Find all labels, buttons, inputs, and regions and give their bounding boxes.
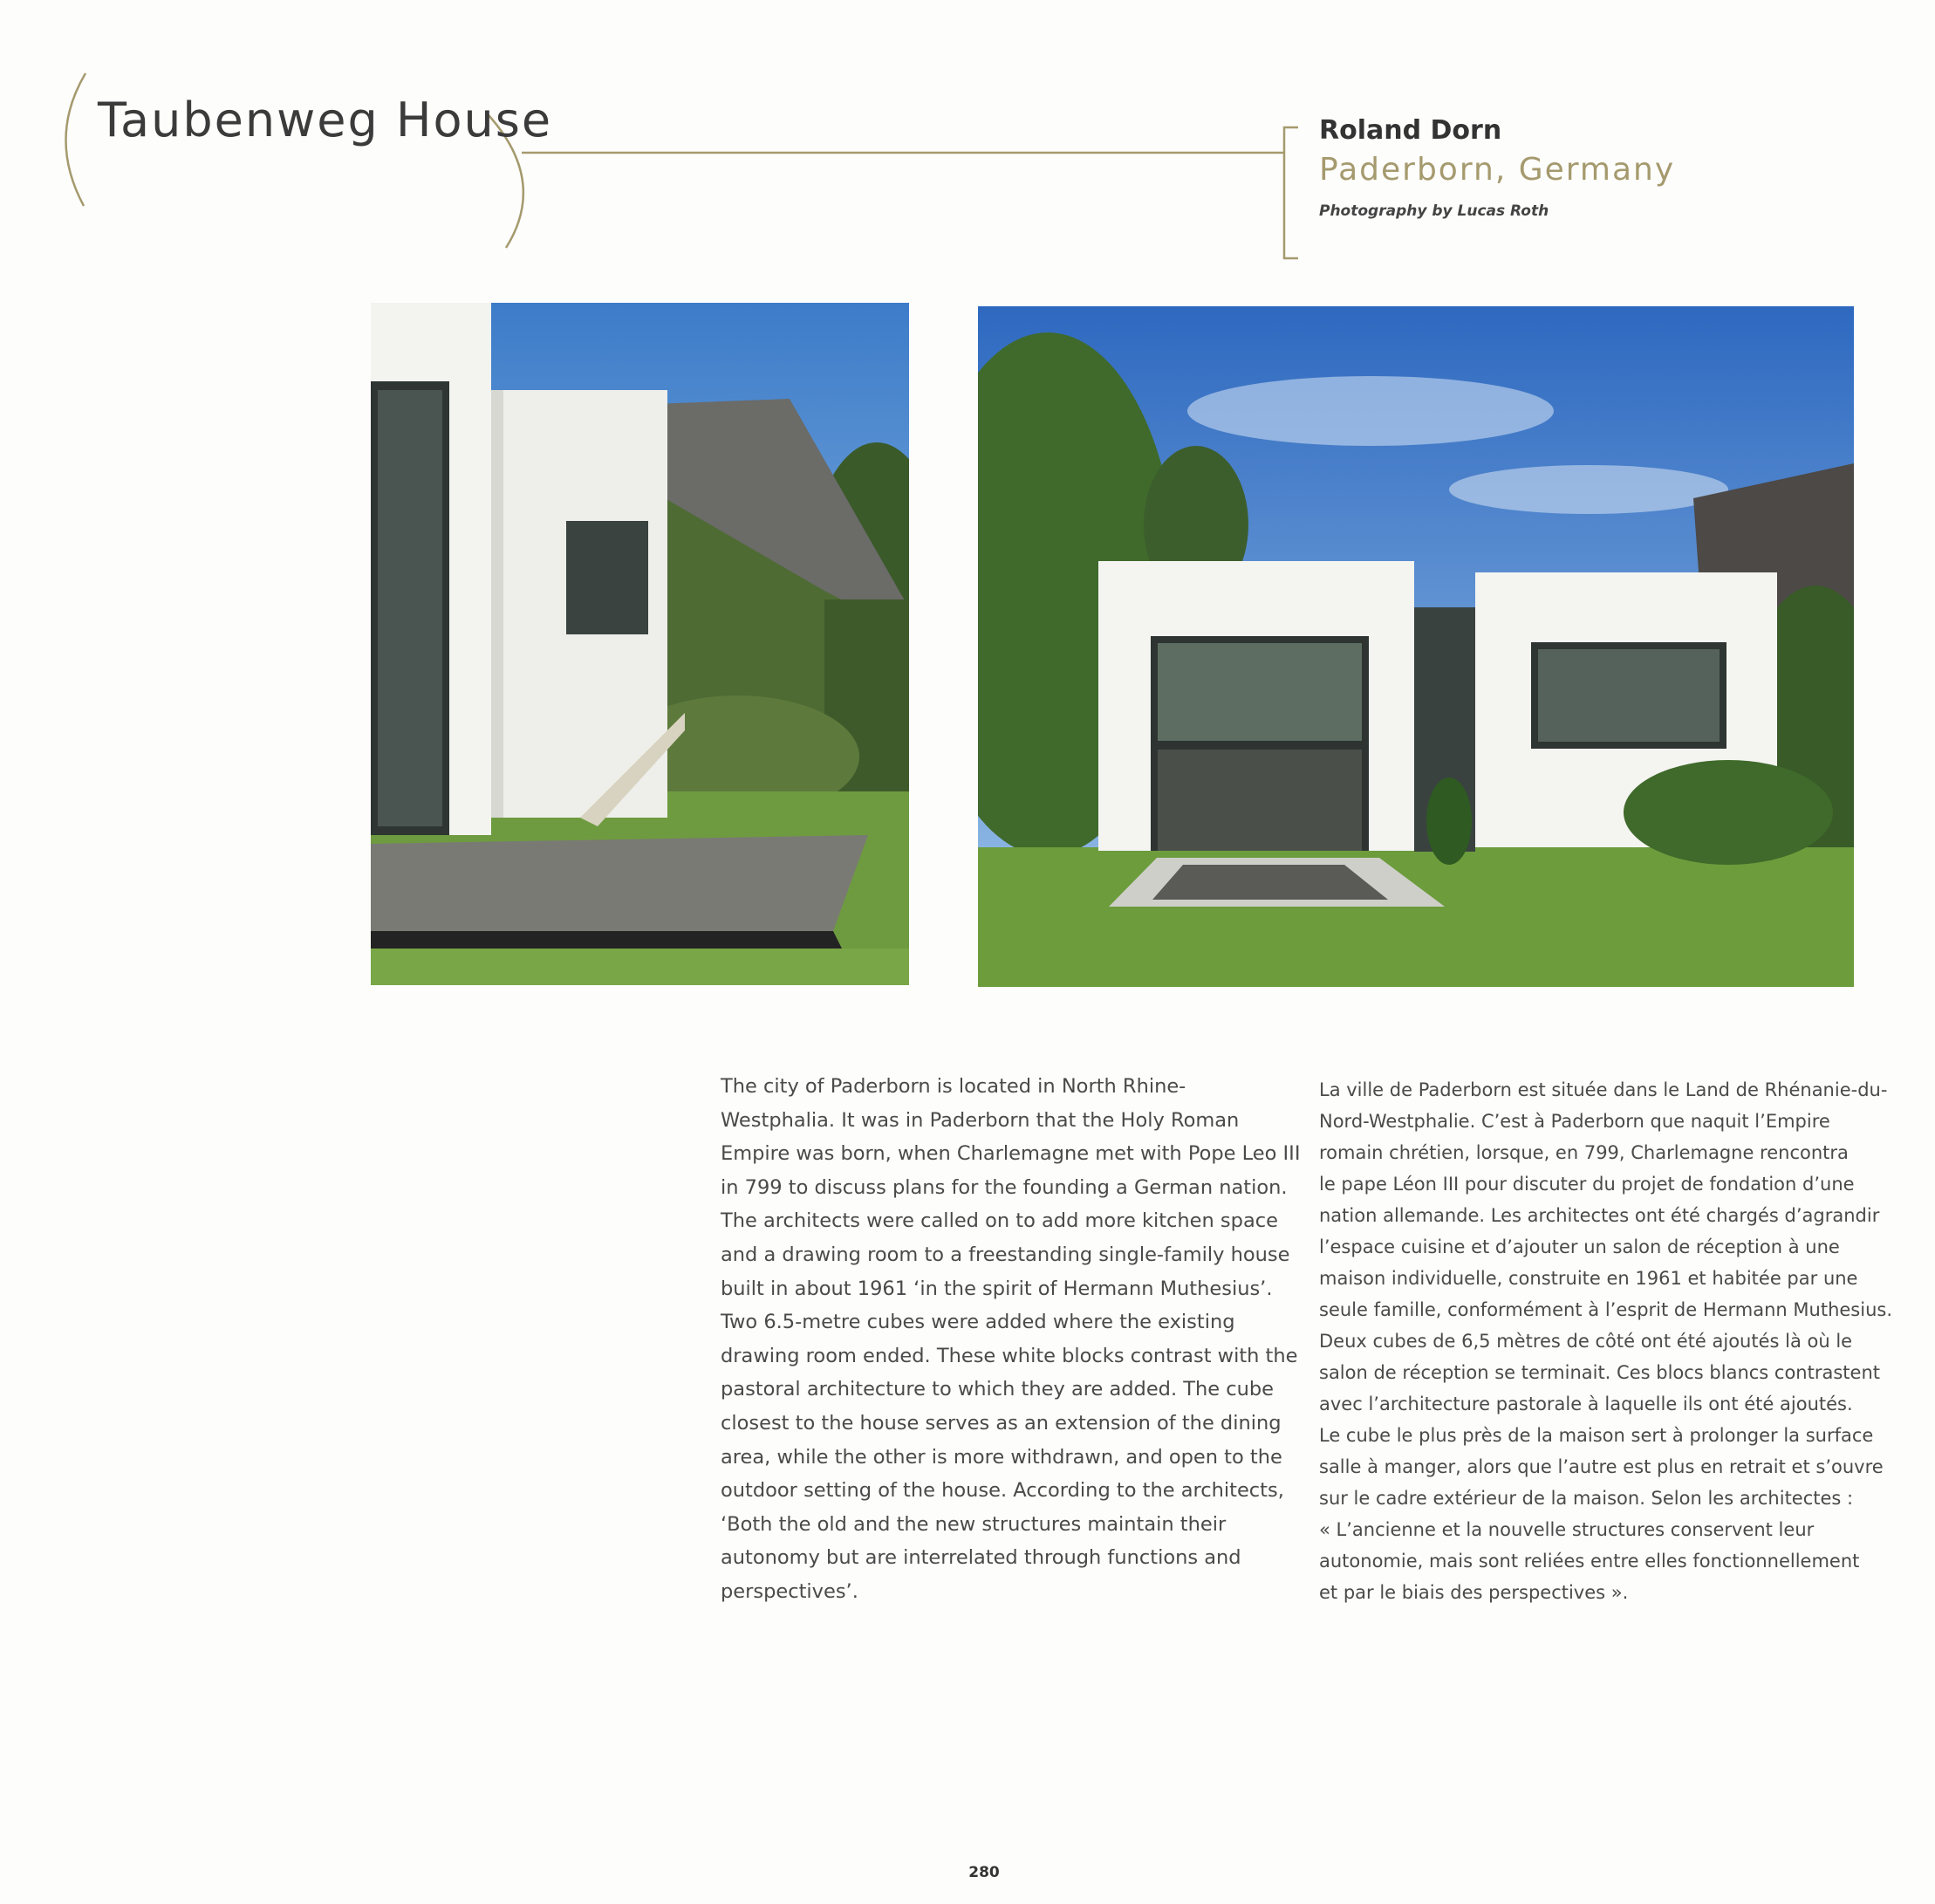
text-line: built in about 1961 ‘in the spirit of Hermann Muthesius’. — [721, 1277, 1273, 1300]
text-line: and a drawing room to a freestanding single-family house — [721, 1243, 1290, 1266]
text-line: salle à manger, alors que l’autre est plus en retrait et s’ouvre — [1319, 1456, 1884, 1477]
text-line: ‘Both the old and the new structures maintain their — [721, 1512, 1227, 1536]
architect-name: Roland Dorn — [1319, 115, 1502, 146]
text-line: « L’ancienne et la nouvelle structures conservent leur — [1319, 1519, 1815, 1540]
text-line: The architects were called on to add more kitchen space — [721, 1209, 1278, 1233]
text-line: avec l’architecture pastorale à laquelle ils ont été ajoutés. — [1319, 1394, 1853, 1414]
text-line: closest to the house serves as an extension of the dining — [721, 1411, 1282, 1435]
text-line: seule famille, conformément à l’esprit de Hermann Muthesius. — [1319, 1299, 1893, 1320]
text-line: perspectives’. — [721, 1579, 858, 1603]
page-number: 280 — [968, 1864, 1000, 1881]
text-line: le pape Léon III pour discuter du projet de fondation d’une — [1319, 1174, 1855, 1195]
project-location: Paderborn, Germany — [1319, 152, 1676, 188]
text-line: Le cube le plus près de la maison sert à prolonger la surface — [1319, 1425, 1874, 1446]
text-line: autonomy but are interrelated through functions and — [721, 1546, 1241, 1570]
text-line: drawing room ended. These white blocks contrast with the — [721, 1344, 1298, 1367]
text-line: sur le cadre extérieur de la maison. Selon les architectes : — [1319, 1488, 1854, 1509]
text-line: outdoor setting of the house. According to the architects, — [721, 1479, 1284, 1503]
text-line: area, while the other is more withdrawn, and open to the — [721, 1445, 1282, 1469]
text-line: autonomie, mais sont reliées entre elles fonctionnellement — [1319, 1551, 1860, 1572]
text-line: romain chrétien, lorsque, en 799, Charlemagne rencontra — [1319, 1142, 1849, 1163]
text-line: The city of Paderborn is located in North Rhine- — [721, 1075, 1186, 1098]
text-line: Westphalia. It was in Paderborn that the Holy Roman — [721, 1108, 1240, 1132]
text-line: nation allemande. Les architectes ont été chargés d’agrandir — [1319, 1205, 1880, 1226]
text-line: La ville de Paderborn est située dans le Land de Rhénanie-du- — [1319, 1079, 1888, 1100]
text-line: l’espace cuisine et d’ajouter un salon de réception à une — [1319, 1236, 1840, 1257]
photo-right-cube-facade — [978, 306, 1854, 987]
text-line: Deux cubes de 6,5 mètres de côté ont été ajoutés là où le — [1319, 1331, 1853, 1352]
page-title: Taubenweg House — [98, 92, 553, 147]
text-line: pastoral architecture to which they are added. The cube — [721, 1378, 1275, 1401]
body-text-french — [1319, 1074, 1893, 1608]
text-line: Empire was born, when Charlemagne met with Pope Leo III — [721, 1142, 1301, 1166]
text-line: in 799 to discuss plans for the founding a German nation. — [721, 1175, 1288, 1199]
text-line: et par le biais des perspectives ». — [1319, 1582, 1629, 1603]
photo-left-house-corner — [371, 303, 909, 985]
text-line: maison individuelle, construite en 1961 et habitée par une — [1319, 1268, 1858, 1289]
photo-credit: Photography by Lucas Roth — [1319, 202, 1549, 220]
text-line: Nord-Westphalie. C’est à Paderborn que naquit l’Empire — [1319, 1111, 1830, 1132]
text-line: salon de réception se terminait. Ces blocs blancs contrastent — [1319, 1362, 1880, 1383]
body-text-english — [721, 1070, 1301, 1609]
text-line: Two 6.5-metre cubes were added where the existing — [721, 1311, 1235, 1334]
